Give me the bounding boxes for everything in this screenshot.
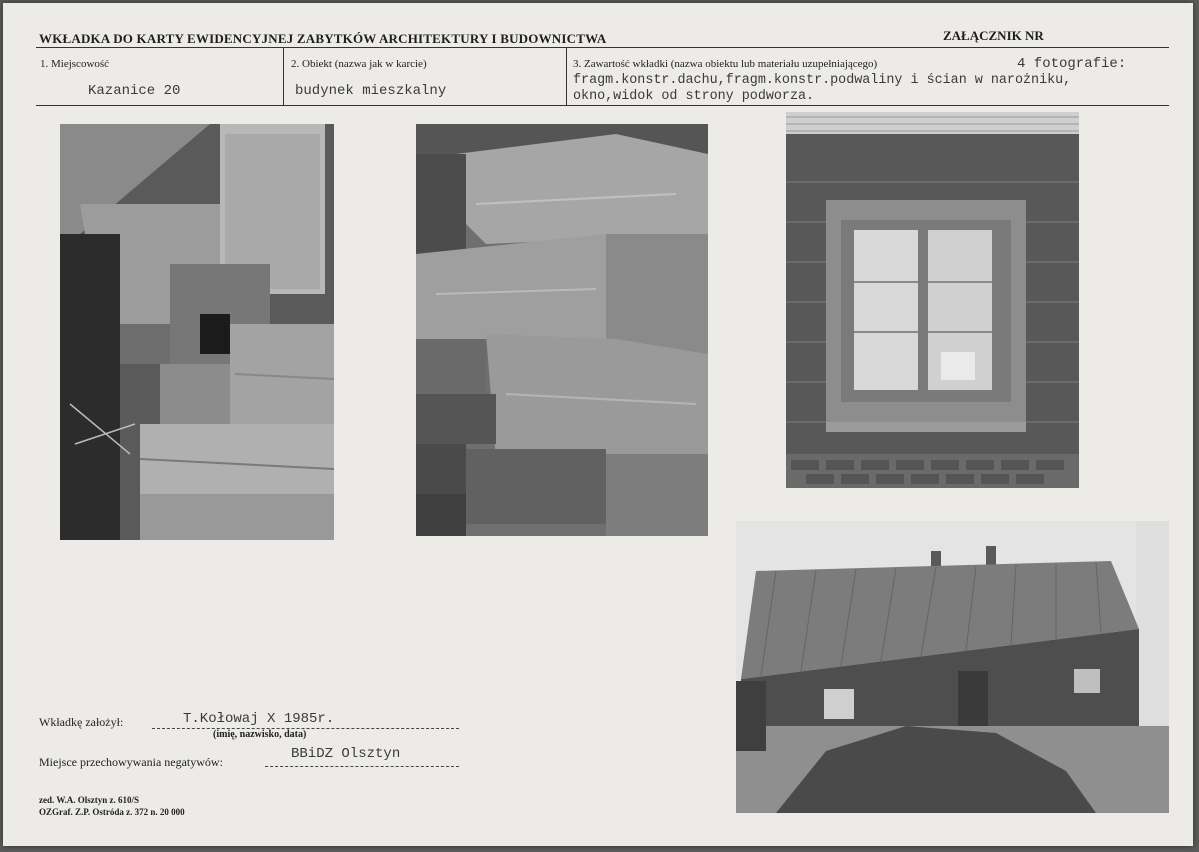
storage-value: BBiDZ Olsztyn — [291, 746, 401, 762]
photo-window — [786, 112, 1079, 488]
object-label: 2. Obiekt (nazwa jak w karcie) — [291, 58, 427, 70]
photo-log-corner — [416, 124, 708, 536]
object-value: budynek mieszkalny — [295, 83, 447, 99]
print-info-2: OZGraf. Z.P. Ostróda z. 372 n. 20 000 — [39, 807, 185, 817]
header-rule-bottom — [36, 105, 1169, 106]
content-value-line-3: okno,widok od strony podworza. — [573, 89, 815, 104]
storage-line — [265, 766, 459, 767]
sheet-title: WKŁADKA DO KARTY EWIDENCYJNEJ ZABYTKÓW ARCHITEKTURY I BUDOWNICTWA — [39, 31, 607, 46]
field-divider-2 — [566, 47, 567, 105]
author-hint: (imię, nazwisko, data) — [213, 729, 307, 740]
print-info-1: zed. W.A. Olsztyn z. 610/S — [39, 795, 140, 805]
annex-label: ZAŁĄCZNIK NR — [943, 28, 1044, 43]
photo-roof-construction — [60, 124, 334, 540]
author-label: Wkładkę założył: — [39, 715, 124, 729]
author-value: T.Kołowaj X 1985r. — [183, 711, 335, 727]
content-label: 3. Zawartość wkładki (nazwa obiektu lub materiału uzupełniającego) — [573, 58, 878, 70]
locality-label: 1. Miejscowość — [40, 58, 110, 70]
content-value-line-1: 4 fotografie: — [1017, 56, 1127, 72]
content-value-line-2: fragm.konstr.dachu,fragm.konstr.podwaliny i ścian w narożniku, — [573, 73, 1072, 88]
field-divider-1 — [283, 47, 284, 105]
photo-courtyard-view — [736, 521, 1169, 813]
header-rule-top — [36, 47, 1169, 48]
locality-value: Kazanice 20 — [88, 83, 181, 99]
record-sheet — [3, 3, 1193, 846]
storage-label: Miejsce przechowywania negatywów: — [39, 755, 223, 769]
